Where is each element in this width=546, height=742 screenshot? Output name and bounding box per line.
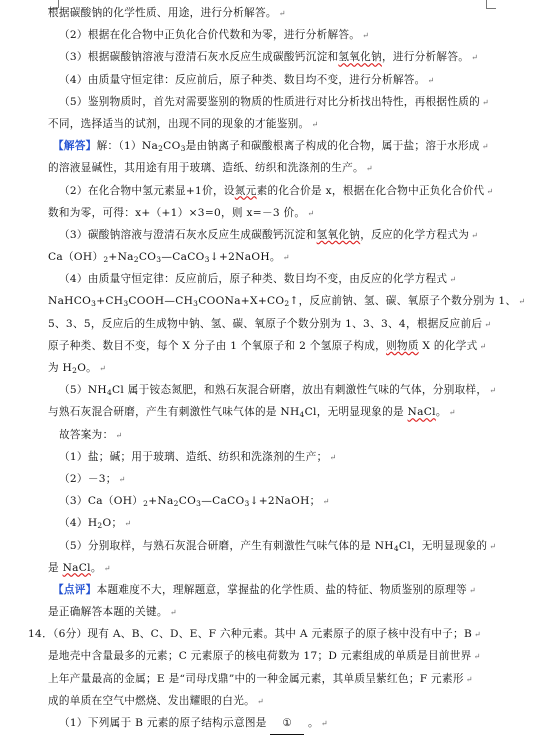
text-line bbox=[48, 113, 500, 135]
text-line bbox=[48, 379, 500, 401]
paragraph-mark-icon: ↵ bbox=[484, 319, 492, 329]
text-line bbox=[48, 357, 500, 379]
text-run: （2）在化合物中氢元素显+1价，设 bbox=[59, 184, 235, 197]
paragraph-mark-icon: ↵ bbox=[471, 53, 479, 63]
text-run: 数和为零，可得：x+（+1）×3=0，则 x=－3 价。 bbox=[48, 206, 306, 219]
subscript: 2 bbox=[158, 144, 164, 154]
text-run: 根据碳酸钠的化学性质、用途，进行分析解答。 bbox=[48, 7, 277, 19]
text-run: ，进行分析解答。 bbox=[381, 51, 470, 64]
text-line bbox=[48, 268, 500, 290]
text-run: （2）－3； bbox=[59, 472, 117, 485]
text-run: Cl 属于铵态氮肥，和熟石灰混合研磨，放出有刺激性气味的气体，分别取样， bbox=[112, 384, 488, 397]
text-run: CO bbox=[178, 495, 197, 508]
text-run: Ca（OH） bbox=[48, 251, 104, 264]
text-run: —CaCO bbox=[201, 495, 245, 508]
paragraph-mark-icon: ↵ bbox=[362, 31, 370, 41]
subscript: 2 bbox=[284, 299, 290, 309]
text-line bbox=[48, 535, 500, 557]
text-run: （5）NH bbox=[59, 384, 107, 397]
text-run: CO bbox=[163, 140, 181, 153]
text-run: COOH—CH bbox=[128, 295, 194, 308]
text-line bbox=[48, 2, 500, 24]
subscript: 3 bbox=[204, 255, 210, 265]
paragraph-mark-icon: ↵ bbox=[282, 253, 290, 263]
paragraph-mark-icon: ↵ bbox=[307, 208, 315, 218]
paragraph-mark-icon: ↵ bbox=[365, 164, 373, 174]
paragraph-mark-icon: ↵ bbox=[481, 142, 489, 152]
text-run: （1）盐；碱；用于玻璃、造纸、纺织和洗涤剂的生产； bbox=[59, 450, 328, 463]
paragraph-mark-icon: ↵ bbox=[518, 297, 526, 307]
subscript: 2 bbox=[133, 255, 139, 265]
text-run: 是地壳中含量最多的元素；C 元素原子的核电荷数为 17；D 元素组成的单质是目前世界 bbox=[48, 650, 472, 663]
text-line bbox=[48, 246, 500, 268]
spellcheck-underlined-text: NaCl bbox=[62, 561, 91, 574]
text-line bbox=[48, 468, 500, 490]
paragraph-mark-icon: ↵ bbox=[118, 474, 126, 484]
text-run: Cl，无明显现象的是 bbox=[304, 406, 408, 419]
subscript: 4 bbox=[393, 543, 399, 553]
text-run: +Na bbox=[108, 251, 134, 264]
text-run: —CaCO bbox=[161, 251, 205, 264]
text-line bbox=[48, 290, 526, 312]
text-run: （4）由质量守恒定律：反应前后，原子种类、数目均不变，进行分析解答。 bbox=[59, 73, 426, 86]
text-run: （5）分别取样，与熟石灰混合研磨，产生有刺激性气味气体的是 NH bbox=[59, 539, 394, 552]
text-run: 。 bbox=[304, 717, 319, 729]
subscript: 3 bbox=[193, 299, 199, 309]
text-run: 为 H bbox=[48, 362, 73, 374]
subscript: 3 bbox=[196, 499, 202, 509]
subscript: 3 bbox=[123, 299, 129, 309]
answer-blank: ① bbox=[270, 712, 304, 735]
text-run: 本题难度不大，理解题意，掌握盐的化学性质、盐的特征、物质鉴别的原理等 bbox=[96, 583, 467, 596]
subscript: 3 bbox=[244, 499, 250, 509]
text-line bbox=[48, 91, 500, 113]
text-run: 。 bbox=[435, 406, 447, 419]
text-run: 。 bbox=[90, 561, 102, 574]
text-run: 上年产量最高的金属；E 是“司母戊鼎”中的一种金属元素，其单质呈紫红色；F 元素形 bbox=[48, 672, 464, 685]
spellcheck-underlined-text: 氢氧化钠 bbox=[316, 228, 361, 241]
text-line bbox=[48, 579, 500, 601]
paragraph-mark-icon: ↵ bbox=[448, 408, 456, 418]
paragraph-mark-icon: ↵ bbox=[278, 9, 286, 18]
paragraph-mark-icon: ↵ bbox=[311, 119, 319, 129]
subscript: 3 bbox=[180, 144, 186, 154]
text-run: 不同，选择适当的试剂，出现不同的现象的才能鉴别。 bbox=[48, 117, 310, 130]
text-run: 14．（6分）现有 A、B、C、D、E、F 六种元素。其中 A 元素原子的原子核中没有中子；B bbox=[28, 628, 473, 641]
subscript: 2 bbox=[173, 499, 179, 509]
subscript: 2 bbox=[143, 499, 149, 509]
paragraph-mark-icon: ↵ bbox=[474, 630, 482, 640]
subscript: 3 bbox=[91, 299, 97, 309]
subscript: 2 bbox=[72, 366, 78, 375]
paragraph-mark-icon: ↵ bbox=[449, 275, 457, 285]
text-run: 成的单质在空气中燃烧、发出耀眼的白光。 bbox=[48, 694, 255, 707]
paragraph-mark-icon: ↵ bbox=[465, 674, 473, 684]
text-run: ↓+2NaOH； bbox=[249, 495, 321, 508]
paragraph-mark-icon: ↵ bbox=[256, 696, 264, 706]
text-line bbox=[48, 668, 500, 690]
text-run: NaHCO bbox=[48, 295, 92, 308]
paragraph-mark-icon: ↵ bbox=[486, 186, 494, 196]
text-run: COONa+X+CO bbox=[198, 295, 285, 308]
text-run: CO bbox=[138, 251, 157, 264]
text-line bbox=[48, 202, 500, 224]
paragraph-mark-icon: ↵ bbox=[489, 386, 497, 396]
text-line bbox=[48, 69, 500, 91]
text-run: （4）由质量守恒定律：反应前后，原子种类、数目均不变，由反应的化学方程式 bbox=[59, 273, 448, 286]
text-line bbox=[28, 623, 500, 645]
paragraph-mark-icon: ↵ bbox=[479, 341, 487, 351]
text-run: （1）下列属于 B 元素的原子结构示意图是 bbox=[59, 717, 271, 729]
text-line bbox=[48, 180, 500, 202]
paragraph-mark-icon: ↵ bbox=[473, 652, 481, 662]
text-run: 原子种类、数目不变，每个 X 分子由 1 个氧原子和 2 个氢原子构成， bbox=[48, 339, 387, 352]
paragraph-mark-icon: ↵ bbox=[169, 608, 177, 618]
text-run: ↓+2NaOH。 bbox=[209, 251, 281, 264]
text-line bbox=[48, 24, 500, 46]
text-run: 5、3、5，反应后的生成物中钠、氢、碳、氧原子个数分别为 1、3、3、4，根据反应前后 bbox=[48, 317, 483, 330]
paragraph-mark-icon: ↵ bbox=[468, 585, 476, 595]
text-run: 与熟石灰混合研磨，产生有刺激性气味气体的是 NH bbox=[48, 406, 300, 419]
paragraph-mark-icon: ↵ bbox=[329, 452, 337, 462]
text-line bbox=[48, 557, 500, 579]
section-marker: 【点评】 bbox=[53, 583, 97, 596]
text-run: 故答案为： bbox=[59, 428, 114, 441]
text-line bbox=[48, 224, 500, 246]
text-line bbox=[48, 46, 500, 68]
text-run: Cl，无明显现象的 bbox=[398, 539, 488, 552]
text-line bbox=[48, 157, 500, 179]
text-run: 解：（1）Na bbox=[96, 140, 159, 153]
paragraph-mark-icon: ↵ bbox=[99, 364, 107, 373]
text-run: O。 bbox=[77, 362, 98, 374]
text-line bbox=[48, 446, 500, 468]
text-run: +Na bbox=[148, 495, 174, 508]
text-run: 的溶液显碱性，其用途有用于玻璃、造纸、纺织和洗涤剂的生产。 bbox=[48, 162, 364, 175]
paragraph-mark-icon: ↵ bbox=[471, 230, 479, 240]
text-line bbox=[48, 401, 500, 423]
spellcheck-underlined-text: 氢氧化钠 bbox=[338, 51, 382, 64]
text-run: 素的化合价是 x，根据在化合物中正负化合价代 bbox=[256, 184, 485, 197]
text-run: 是 bbox=[48, 561, 63, 574]
text-run: 是由钠离子和碳酸根离子构成的化合物，属于盐；溶于水形成 bbox=[185, 140, 480, 153]
paragraph-mark-icon: ↵ bbox=[489, 541, 497, 551]
paragraph-mark-icon: ↵ bbox=[124, 519, 132, 529]
text-line bbox=[48, 512, 500, 534]
text-line bbox=[48, 335, 500, 357]
text-line bbox=[48, 645, 500, 667]
text-run: ↑，反应前钠、氢、碳、氧原子个数分别为 1、 bbox=[289, 295, 517, 308]
paragraph-mark-icon: ↵ bbox=[322, 497, 330, 507]
text-run: ，反应的化学方程式为 bbox=[360, 228, 470, 241]
paragraph-mark-icon: ↵ bbox=[320, 719, 328, 728]
text-line bbox=[48, 490, 500, 512]
text-line bbox=[48, 313, 500, 335]
text-run: O； bbox=[102, 517, 123, 530]
text-run: （3）Ca（OH） bbox=[59, 495, 144, 508]
text-line bbox=[48, 601, 500, 623]
text-run: +CH bbox=[96, 295, 124, 308]
subscript: 3 bbox=[156, 255, 162, 265]
paragraph-mark-icon: ↵ bbox=[103, 563, 111, 573]
spellcheck-underlined-text: 则物质 bbox=[386, 339, 419, 352]
subscript: 2 bbox=[103, 255, 109, 265]
paragraph-mark-icon: ↵ bbox=[427, 75, 435, 85]
text-line bbox=[48, 712, 500, 734]
text-run: 是正确解答本题的关键。 bbox=[48, 606, 168, 619]
subscript: 2 bbox=[97, 521, 103, 531]
subscript: 4 bbox=[299, 410, 305, 420]
paragraph-mark-icon: ↵ bbox=[482, 97, 490, 107]
text-run: （3）碳酸钠溶液与澄清石灰水反应生成碳酸钙沉淀和 bbox=[59, 228, 317, 241]
text-run: （4）H bbox=[59, 517, 98, 530]
paragraph-mark-icon: ↵ bbox=[115, 430, 123, 440]
document-body bbox=[28, 2, 526, 734]
subscript: 4 bbox=[106, 388, 113, 398]
section-marker: 【解答】 bbox=[53, 140, 97, 153]
text-line bbox=[48, 424, 500, 446]
text-run: （5）鉴别物质时，首先对需要鉴别的物质的性质进行对比分析找出特性，再根据性质的 bbox=[59, 95, 480, 108]
spellcheck-underlined-text: NaCl bbox=[407, 406, 436, 419]
text-line bbox=[48, 135, 500, 157]
text-run: （2）根据在化合物中正负化合价代数和为零，进行分析解答。 bbox=[59, 29, 361, 42]
spellcheck-underlined-text: 氮元 bbox=[234, 184, 257, 197]
text-line bbox=[48, 690, 500, 712]
text-run: （3）根据碳酸钠溶液与澄清石灰水反应生成碳酸钙沉淀和 bbox=[59, 51, 339, 64]
text-run: X 的化学式 bbox=[418, 339, 478, 352]
